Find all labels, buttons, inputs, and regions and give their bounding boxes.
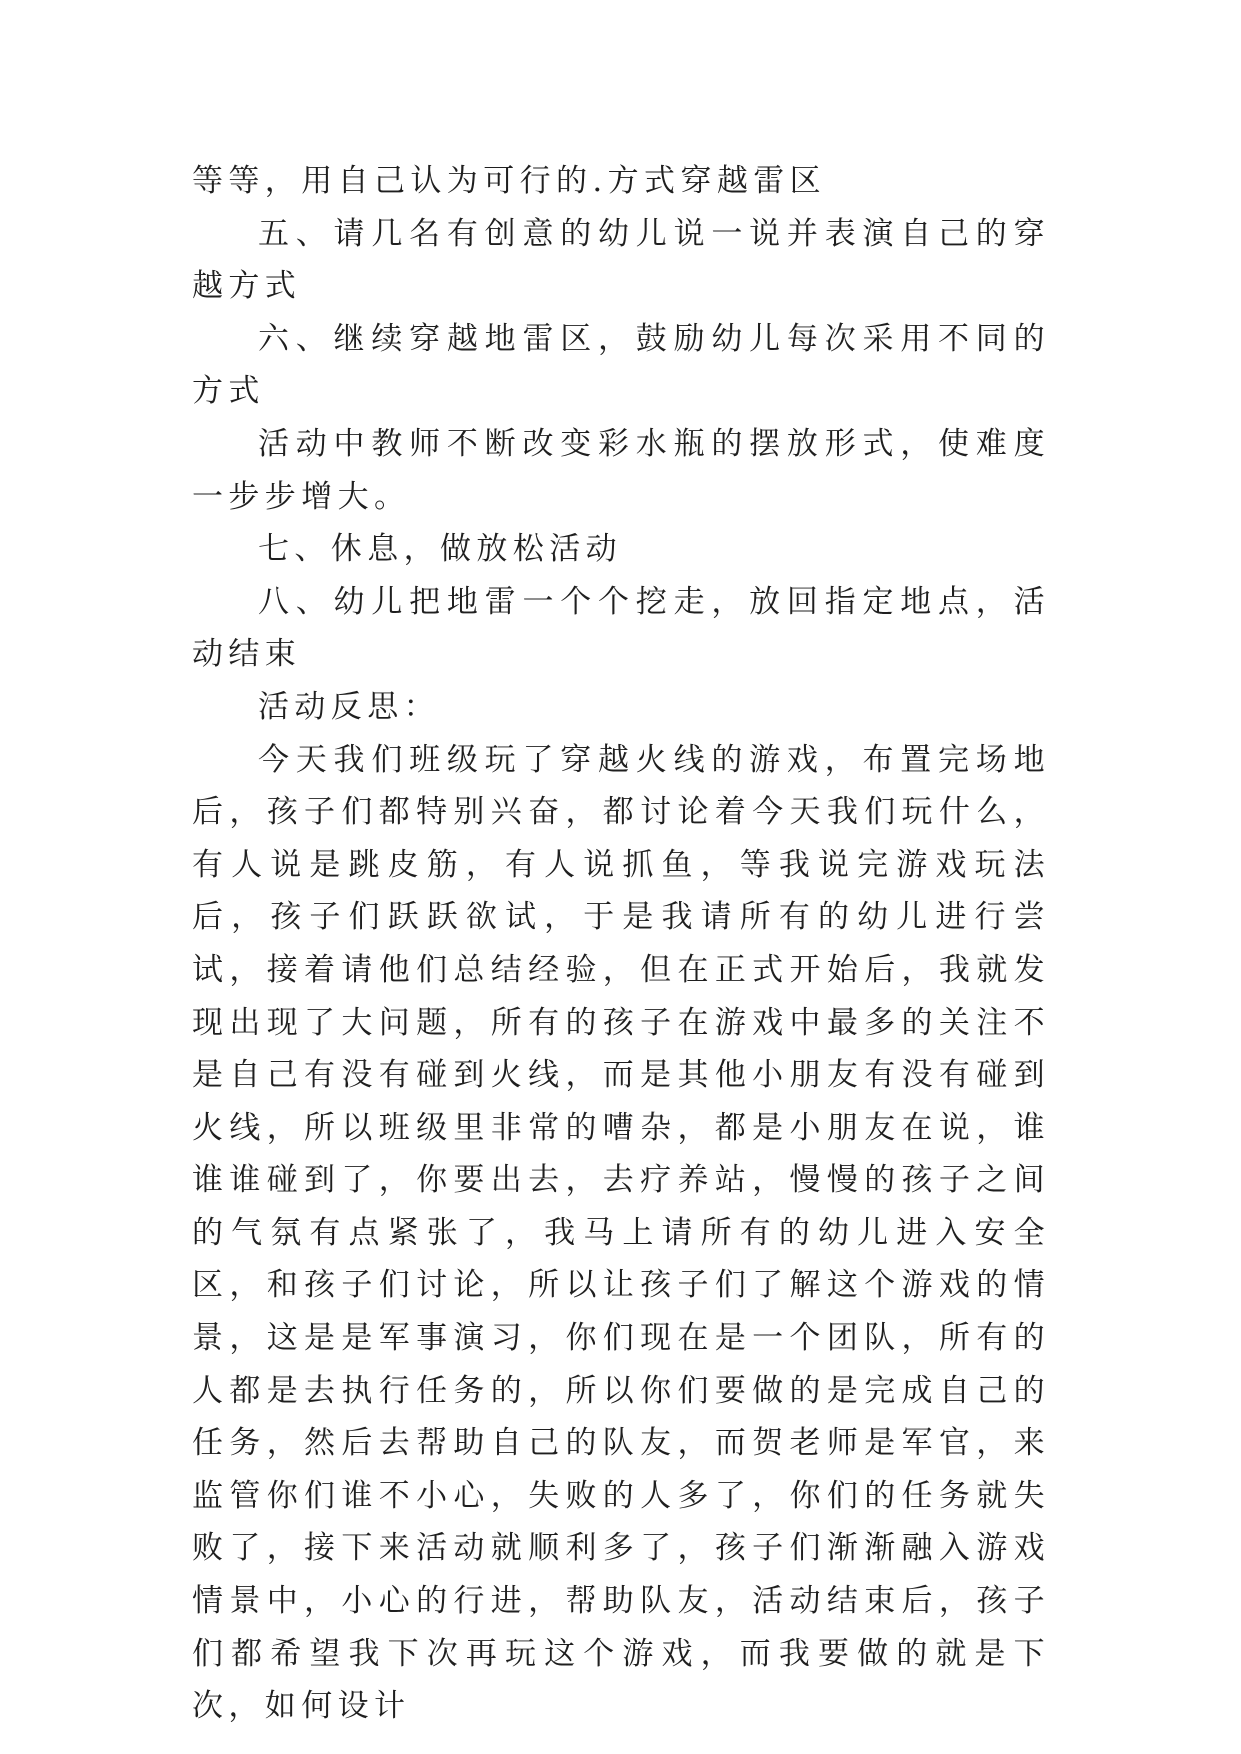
paragraph-teacher-note: 活动中教师不断改变彩水瓶的摆放形式，使难度一步步增大。 <box>192 425 1050 515</box>
paragraph-step-five: 五、请几名有创意的幼儿说一说并表演自己的穿越方式 <box>192 215 1050 305</box>
paragraph-step-six: 六、继续穿越地雷区，鼓励幼儿每次采用不同的方式 <box>192 320 1050 410</box>
document-body <box>192 155 1050 1733</box>
paragraph-step-eight: 八、幼儿把地雷一个个挖走，放回指定地点，活动结束 <box>192 583 1050 673</box>
paragraph-step-seven: 七、休息，做放松活动 <box>258 531 622 568</box>
paragraph-reflection: 今天我们班级玩了穿越火线的游戏，布置完场地后，孩子们都特别兴奋，都讨论着今天我们玩什么，有人说是跳皮筋，有人说抓鱼，等我说完游戏玩法后，孩子们跃跃欲试，于是我请所有的幼儿进行尝试，接着请他们总结经验，但在正式开始后，我就发现出现了大问题，所有的孩子在游戏中最多的关注不是自己有没有碰到火线，而是其他小朋友有没有碰到火线，所以班级里非常的嘈杂，都是小朋友在说，谁谁谁碰到了，你要出去，去疗养站，慢慢的孩子之间的气氛有点紧张了，我马上请所有的幼儿进入安全区，和孩子们讨论，所以让孩子们了解这个游戏的情景，这是是军事演习，你们现在是一个团队，所有的人都是去执行任务的，所以你们要做的是完成自己的任务，然后去帮助自己的队友，而贺老师是军官，来监管你们谁不小心，失败的人多了，你们的任务就失败了，接下来活动就顺利多了，孩子们渐渐融入游戏情景中，小心的行进，帮助队友，活动结束后，孩子们都希望我下次再玩这个游戏，而我要做的就是下次，如何设计 <box>192 741 1050 1725</box>
reflection-heading: 活动反思： <box>258 688 440 725</box>
paragraph-continuation: 等等，用自己认为可行的.方式穿越雷区 <box>192 163 827 199</box>
